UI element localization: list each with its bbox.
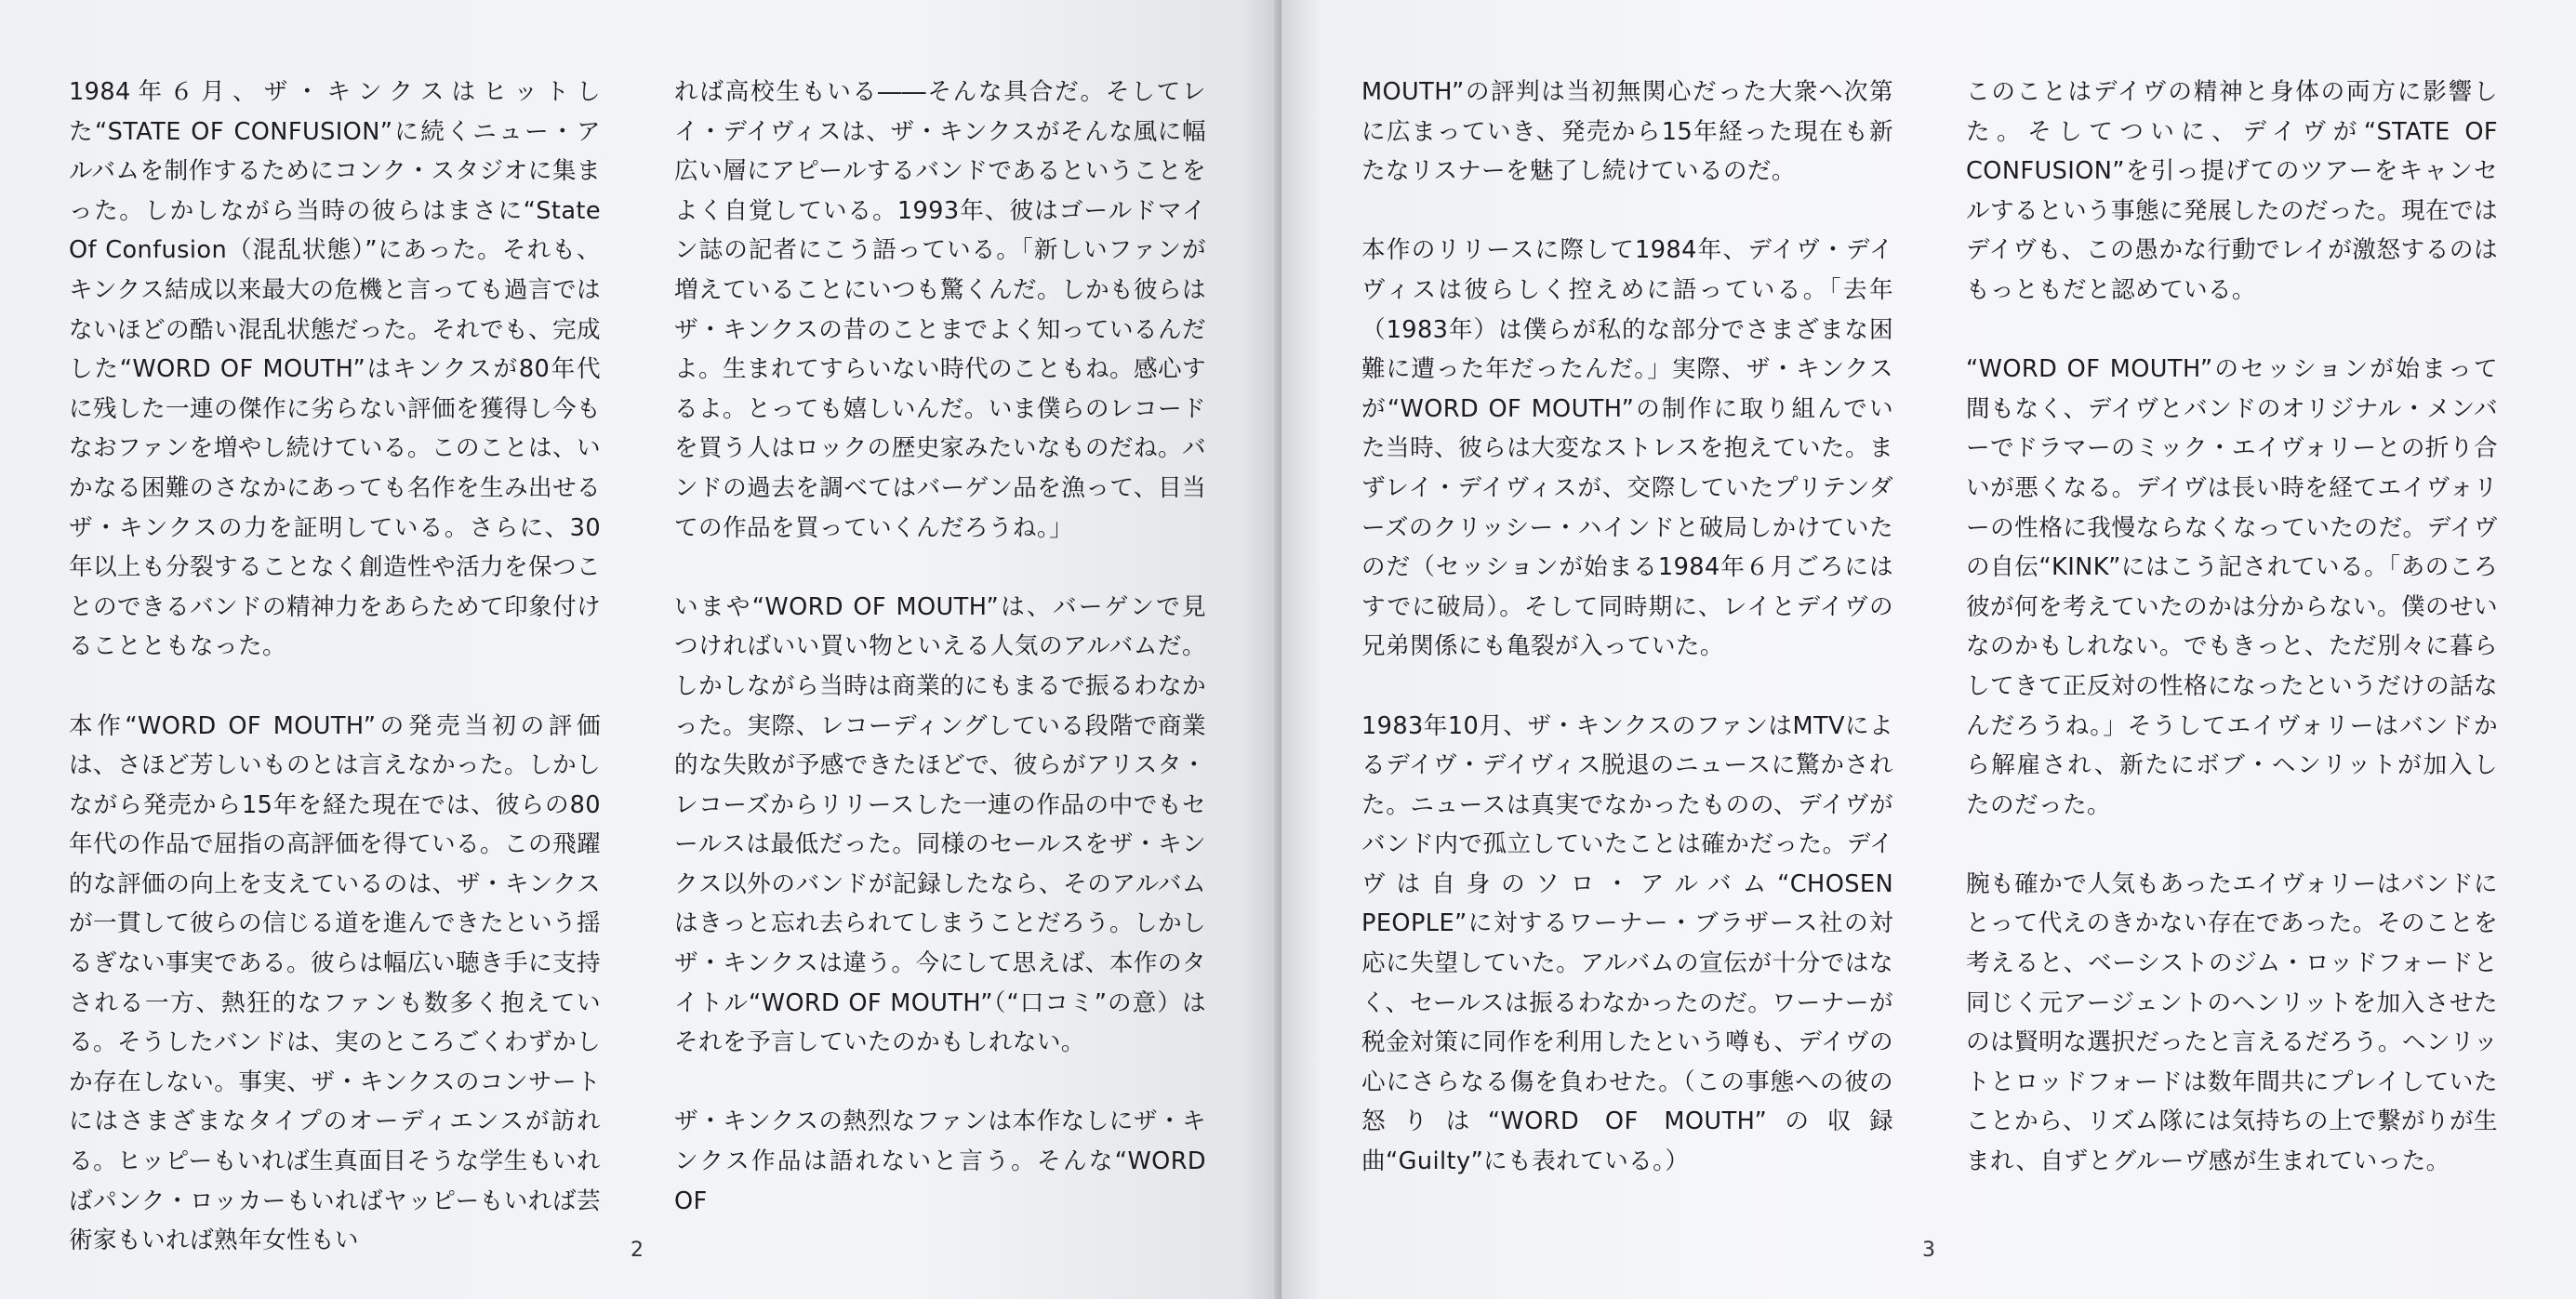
- booklet-page-left: [0, 0, 1281, 1299]
- text-column-3: [1361, 73, 1893, 1182]
- text-column-4: [1966, 73, 2498, 1182]
- paragraph: いまや“WORD OF MOUTH”は、バーゲンで見つければいい買い物といえる人気のアルバムだ。しかしながら当時は商業的にもまるで振るわなかった。実際、レコーディングしている段階で商業的な失敗が予感できたほどで、彼らがアリスタ・レコーズからリリースした一連の作品の中でもセールスは最低だった。同様のセールスをザ・キンクス以外のバンドが記録したなら、そのアルバムはきっと忘れ去られてしまうことだろう。しかしザ・キンクスは違う。今にして思えば、本作のタイトル“WORD OF MOUTH”（“口コミ”の意）はそれを予言していたのかもしれない。: [674, 592, 1206, 1057]
- paragraph: ザ・キンクスの熱烈なファンは本作なしにザ・キンクス作品は語れないと言う。そんな“WORD OF: [674, 1107, 1206, 1215]
- paragraph: 腕も確かで人気もあったエイヴォリーはバンドにとって代えのきかない存在であった。そのことを考えると、ベーシストのジム・ロッドフォードと同じく元アージェントのヘンリットを加入させたのは賢明な選択だったと言えるだろう。ヘンリットとロッドフォードは数年間共にプレイしていたことから、リズム隊には気持ちの上で繋がりが生まれ、自ずとグルーヴ感が生まれていった。: [1966, 869, 2498, 1176]
- paragraph: 1983年10月、ザ・キンクスのファンはMTVによるデイヴ・デイヴィス脱退のニュースに驚かされた。ニュースは真実でなかったものの、デイヴがバンド内で孤立していたことは確かだった。デイヴは自身のソロ・アルバム“CHOSEN PEOPLE”に対するワーナー・ブラザース社の対応に失望していた。アルバムの宣伝が十分ではなく、セールスは振るわなかったのだ。ワーナーが税金対策に同作を利用したという噂も、デイヴの心にさらなる傷を負わせた。（この事態への彼の怒りは“WORD OF MOUTH”の収録曲“Guilty”にも表れている。）: [1361, 711, 1893, 1176]
- paragraph: 本作のリリースに際して1984年、デイヴ・デイヴィスは彼らしく控えめに語っている。「去年（1983年）は僕らが私的な部分でさまざまな困難に遭った年だったんだ。」実際、ザ・キンクスが“WORD OF MOUTH”の制作に取り組んでいた当時、彼らは大変なストレスを抱えていた。まずレイ・デイヴィスが、交際していたプリテンダーズのクリッシー・ハインドと破局しかけていたのだ（セッションが始まる1984年６月ごろにはすでに破局）。そして同時期に、レイとデイヴの兄弟関係にも亀裂が入っていた。: [1361, 236, 1893, 661]
- paragraph: れば高校生もいる――そんな具合だ。そしてレイ・デイヴィスは、ザ・キンクスがそんな風に幅広い層にアピールするバンドであるということをよく自覚している。1993年、彼はゴールドマイン誌の記者にこう語っている。「新しいファンが増えていることにいつも驚くんだ。しかも彼らはザ・キンクスの昔のことまでよく知っているんだよ。生まれてすらいない時代のこともね。感心するよ。とっても嬉しいんだ。いま僕らのレコードを買う人はロックの歴史家みたいなものだね。バンドの過去を調べてはバーゲン品を漁って、目当ての作品を買っていくんだろうね。」: [674, 78, 1206, 542]
- paragraph: このことはデイヴの精神と身体の両方に影響した。そしてついに、デイヴが“STATE OF CONFUSION”を引っ提げてのツアーをキャンセルするという事態に発展したのだった。現在ではデイヴも、この愚かな行動でレイが激怒するのはもっともだと認めている。: [1966, 78, 2498, 304]
- paragraph: MOUTH”の評判は当初無関心だった大衆へ次第に広まっていき、発売から15年経った現在も新たなリスナーを魅了し続けているのだ。: [1361, 78, 1893, 186]
- paragraph: 1984年６月、ザ・キンクスはヒットした“STATE OF CONFUSION”に続くニュー・アルバムを制作するためにコンク・スタジオに集まった。しかしながら当時の彼らはまさに“State Of Confusion（混乱状態）”にあった。それも、キンクス結成以来最大の危機と言っても過言ではないほどの酷い混乱状態だった。それでも、完成した“WORD OF MOUTH”はキンクスが80年代に残した一連の傑作に劣らない評価を獲得し今もなおファンを増やし続けている。このことは、いかなる困難のさなかにあっても名作を生み出せるザ・キンクスの力を証明している。さらに、30年以上も分裂することなく創造性や活力を保つことのできるバンドの精神力をあらためて印象付けることともなった。: [69, 78, 601, 661]
- paragraph: 本作“WORD OF MOUTH”の発売当初の評価は、さほど芳しいものとは言えなかった。しかしながら発売から15年を経た現在では、彼らの80年代の作品で屈指の高評価を得ている。この飛躍的な評価の向上を支えているのは、ザ・キンクスが一貫して彼らの信じる道を進んできたという揺るぎない事実である。彼らは幅広い聴き手に支持される一方、熱狂的なファンも数多く抱えている。そうしたバンドは、実のところごくわずかしか存在しない。事実、ザ・キンクスのコンサートにはさまざまなタイプのオーディエンスが訪れる。ヒッピーもいれば生真面目そうな学生もいればパンク・ロッカーもいればヤッピーもいれば芸術家もいれば熟年女性もい: [69, 711, 601, 1255]
- text-column-1: [69, 73, 601, 1261]
- paragraph: “WORD OF MOUTH”のセッションが始まって間もなく、デイヴとバンドのオリジナル・メンバーでドラマーのミック・エイヴォリーとの折り合いが悪くなる。デイヴは長い時を経てエイヴォリーの性格に我慢ならなくなっていたのだ。デイヴの自伝“KINK”にはこう記されている。「あのころ彼が何を考えていたのかは分からない。僕のせいなのかもしれない。でもきっと、ただ別々に暮らしてきて正反対の性格になったというだけの話なんだろうね。」そうしてエイヴォリーはバンドから解雇され、新たにボブ・ヘンリットが加入したのだった。: [1966, 355, 2498, 819]
- text-column-2: [674, 73, 1206, 1221]
- page-number: 2: [631, 1239, 644, 1262]
- page-number: 3: [1922, 1239, 1935, 1262]
